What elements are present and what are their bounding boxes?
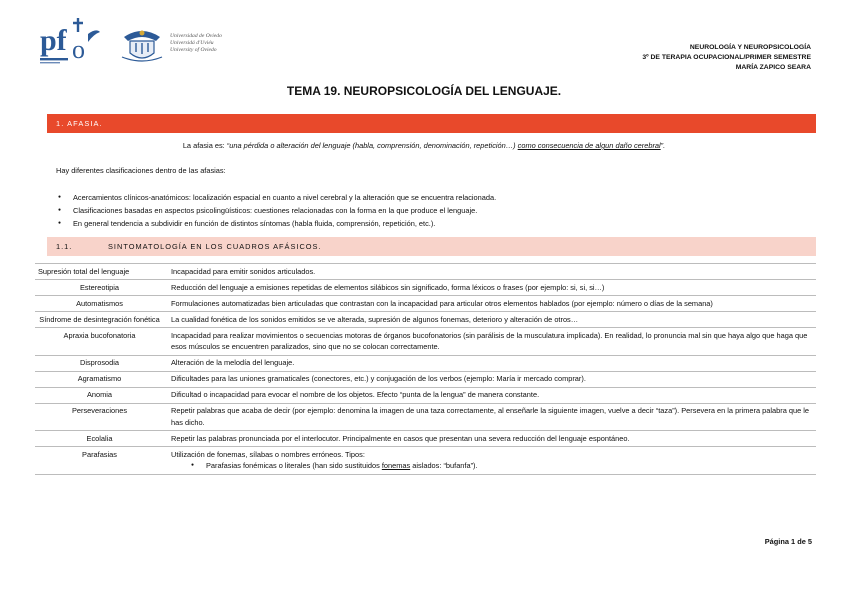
table-row: Ecolalia Repetir las palabras pronunciada por el interlocutor. Principalmente en casos que presentan una severa reducción del lenguaje espontáneo. <box>35 431 816 447</box>
table-row: Perseveraciones Repetir palabras que acaba de decir (por ejemplo: denomina la imagen de una taza correctamente, al enseñarle la siguiente imagen, vuelve a decir “taza”). Persevera en la primera palabra que le has dicho. <box>35 403 816 431</box>
university-crest-icon <box>120 27 164 63</box>
header-info <box>642 43 811 73</box>
parafasia-types-list <box>171 460 813 472</box>
table-row: Disprosodia Alteración de la melodía del lenguaje. <box>35 355 816 371</box>
svg-text:pf: pf <box>40 24 67 57</box>
course-subject: NEUROLOGÍA Y NEUROPSICOLOGÍA <box>689 44 811 51</box>
afasia-definition: La afasia es: “una pérdida o alteración del lenguaje (habla, comprensión, denominación, repetición…) como consecuencia de algun daño cerebral”. <box>182 141 666 150</box>
document-title: TEMA 19. NEUROPSICOLOGÍA DEL LENGUAJE. <box>286 84 562 98</box>
pfo-logo <box>38 14 104 66</box>
list-item: ● Acercamientos clínicos-anatómicos: localización espacial en cuanto a nivel cerebral y la alteración que se encuentra relacionada. <box>58 191 496 204</box>
list-item: ● Clasificaciones basadas en aspectos psicolingüísticos: cuestiones relacionadas con la forma en la que produce el lenguaje. <box>58 204 496 217</box>
table-row: Parafasias Utilización de fonemas, sílabas o nombres erróneos. Tipos: ● Parafasias fonémicas o literales (han sido sustituidos fonemas aislados: “bufanfa”). <box>35 447 816 475</box>
table-row: Síndrome de desintegración fonética La cualidad fonética de los sonidos emitidos se ve alterada, supresión de algunos fonemas, deterioro y alteración de otros… <box>35 312 816 328</box>
course-year: 3º DE TERAPIA OCUPACIONAL/PRIMER SEMESTRE <box>642 54 811 61</box>
page-number: Página 1 de 5 <box>764 537 812 546</box>
table-row: Supresión total del lenguaje Incapacidad para emitir sonidos articulados. <box>35 264 816 280</box>
university-name: Universidad de Oviedo Universidá d'Uviéu University of Oviedo <box>170 33 222 53</box>
subsection-heading: 1.1. SINTOMATOLOGÍA EN LOS CUADROS AFÁSICOS. <box>47 237 816 256</box>
table-row: Anomia Dificultad o incapacidad para evocar el nombre de los objetos. Efecto “punta de la lengua” de manera constante. <box>35 387 816 403</box>
table-row: Automatismos Formulaciones automatizadas bien articuladas que contrastan con la incapacidad para articular otros elementos hablados (por ejemplo: número o días de la semana) <box>35 296 816 312</box>
list-item: ● Parafasias fonémicas o literales (han sido sustituidos fonemas aislados: “bufanfa”). <box>191 460 813 472</box>
symptoms-table <box>35 263 816 475</box>
table-row: Agramatismo Dificultades para las uniones gramaticales (conectores, etc.) y conjugación de los verbos (ejemplo: María ir mercado comprar). <box>35 371 816 387</box>
list-item: ● En general tendencia a subdividir en función de distintos síntomas (habla fluida, comprensión, repetición, etc.). <box>58 217 496 230</box>
classification-list <box>58 191 496 230</box>
table-row: Apraxia bucofonatoria Incapacidad para realizar movimientos o secuencias motoras de órganos bucofonatorios (sin parálisis de la musculatura implicada). En realidad, lo pronuncia mal sin que haya algo que haga que esos músculos se encuentren paralizados, sino que no se colocan correctamente. <box>35 328 816 356</box>
svg-text:o: o <box>72 35 85 64</box>
section-heading-afasia: 1. AFASIA. <box>47 114 816 133</box>
table-row: Estereotipia Reducción del lenguaje a emisiones repetidas de elementos silábicos sin significado, forma léxicos o frases (por ejemplo: si, si, si…) <box>35 280 816 296</box>
author-name: MARÍA ZAPICO SEARA <box>735 64 811 71</box>
intro-paragraph: Hay diferentes clasificaciones dentro de las afasias: <box>56 166 226 175</box>
